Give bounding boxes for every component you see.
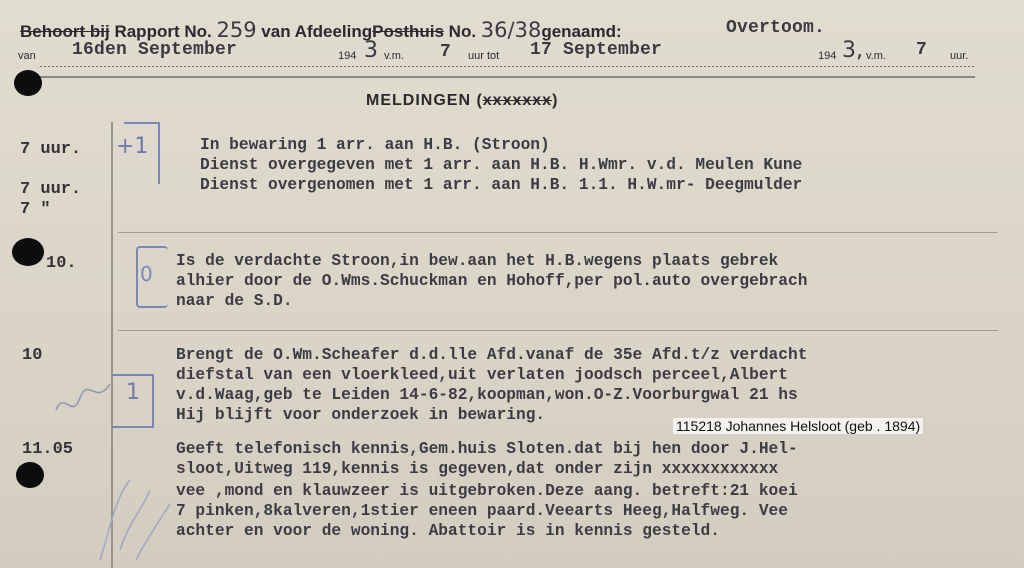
entry-line: sloot,Uitweg 119,kennis is gegeven,dat onder zijn xxxxxxxxxxxx	[176, 460, 779, 478]
entry-time: 11.05	[22, 440, 74, 459]
header-genaamd-label: genaamd:	[541, 22, 622, 41]
van-label: van	[18, 50, 36, 62]
entry-line: Hij blijft voor onderzoek in bewaring.	[176, 406, 546, 424]
year-prefix-2: 194	[818, 50, 837, 62]
punch-hole	[14, 70, 42, 96]
entry-time: 7 uur.	[20, 180, 82, 199]
section-title-close: )	[552, 92, 559, 109]
year-prefix-1: 194	[338, 50, 357, 62]
header-no-label: No.	[448, 22, 477, 41]
entry-line: 7 pinken,8kalveren,1stier eneen paard.Veearts Heeg,Halfweg. Vee	[176, 502, 788, 520]
from-date: 16den September	[72, 40, 238, 60]
punch-hole	[16, 462, 44, 488]
entry-line: naar de S.D.	[176, 292, 293, 310]
image-caption: 115218 Johannes Helsloot (geb . 1894)	[673, 418, 923, 434]
from-hour: 7	[440, 42, 452, 62]
header-posthuis-label: Posthuis	[372, 22, 444, 41]
punch-hole	[12, 238, 44, 266]
section-title-text: MELDINGEN (	[366, 92, 483, 109]
vm-label-2: v.m.	[866, 50, 886, 62]
margin-mark: 1	[126, 380, 140, 405]
entry-text: Dienst overgegeven met 1 arr. aan H.B. H.Wmr. v.d. Meulen Kune	[200, 156, 803, 174]
entry-line: achter en voor de woning. Abattoir is in kennis gesteld.	[176, 522, 720, 540]
to-hour: 7	[916, 40, 928, 60]
report-number: 259	[216, 18, 257, 42]
uur-label: uur.	[950, 50, 969, 62]
uur-tot-label: uur tot	[468, 50, 500, 62]
entry-text: In bewaring 1 arr. aan H.B. (Stroon)	[200, 136, 550, 154]
year-digit-1: 3	[364, 38, 378, 63]
entry-line: Geeft telefonisch kennis,Gem.huis Sloten.dat bij hen door J.Hel-	[176, 440, 798, 458]
row-separator	[118, 330, 998, 331]
entry-time: 7 "	[20, 200, 51, 219]
margin-mark: +1	[116, 134, 149, 159]
entry-time: 10	[22, 346, 43, 365]
to-date: 17 September	[530, 40, 663, 60]
pencil-scribble	[50, 370, 120, 430]
section-title	[366, 92, 558, 110]
entry-line: Is de verdachte Stroon,in bew.aan het H.B.wegens plaats gebrek	[176, 252, 779, 270]
pencil-scribble	[90, 460, 180, 568]
vm-label-1: v.m.	[384, 50, 404, 62]
year-digit-2: 3,	[842, 38, 863, 63]
header-rapport-label: Rapport No.	[114, 22, 212, 41]
entry-line: Brengt de O.Wm.Scheafer d.d.lle Afd.vanaf de 35e Afd.t/z verdacht	[176, 346, 808, 364]
margin-mark: 0	[140, 262, 153, 286]
entry-text: Dienst overgenomen met 1 arr. aan H.B. 1.1. H.W.mr- Deegmulder	[200, 176, 803, 194]
header-afdeling-label: van Afdeeling	[261, 22, 373, 41]
entry-line: v.d.Waag,geb te Leiden 14-6-82,koopman,won.O-Z.Voorburgwal 21 hs	[176, 386, 798, 404]
row-separator	[118, 232, 998, 233]
header-rule	[40, 76, 975, 78]
station-name: Overtoom.	[726, 18, 826, 38]
entry-time: 10.	[46, 254, 77, 273]
header-dotted-rule	[40, 66, 975, 67]
entry-line: alhier door de O.Wms.Schuckman en Hohoff,per pol.auto overgebrach	[176, 272, 808, 290]
header-prefix: Behoort bij	[20, 22, 110, 41]
entry-time: 7 uur.	[20, 140, 82, 159]
section-title-struck: xxxxxxx	[482, 92, 553, 109]
entry-line: diefstal van een vloerkleed,uit verlaten joodsch perceel,Albert	[176, 366, 788, 384]
header-line-1	[20, 18, 622, 42]
entry-line: vee ,mond en klauwzeer is uitgebroken.Deze aang. betreft:21 koei	[176, 482, 798, 500]
afdeling-number: 36/38	[480, 18, 542, 42]
